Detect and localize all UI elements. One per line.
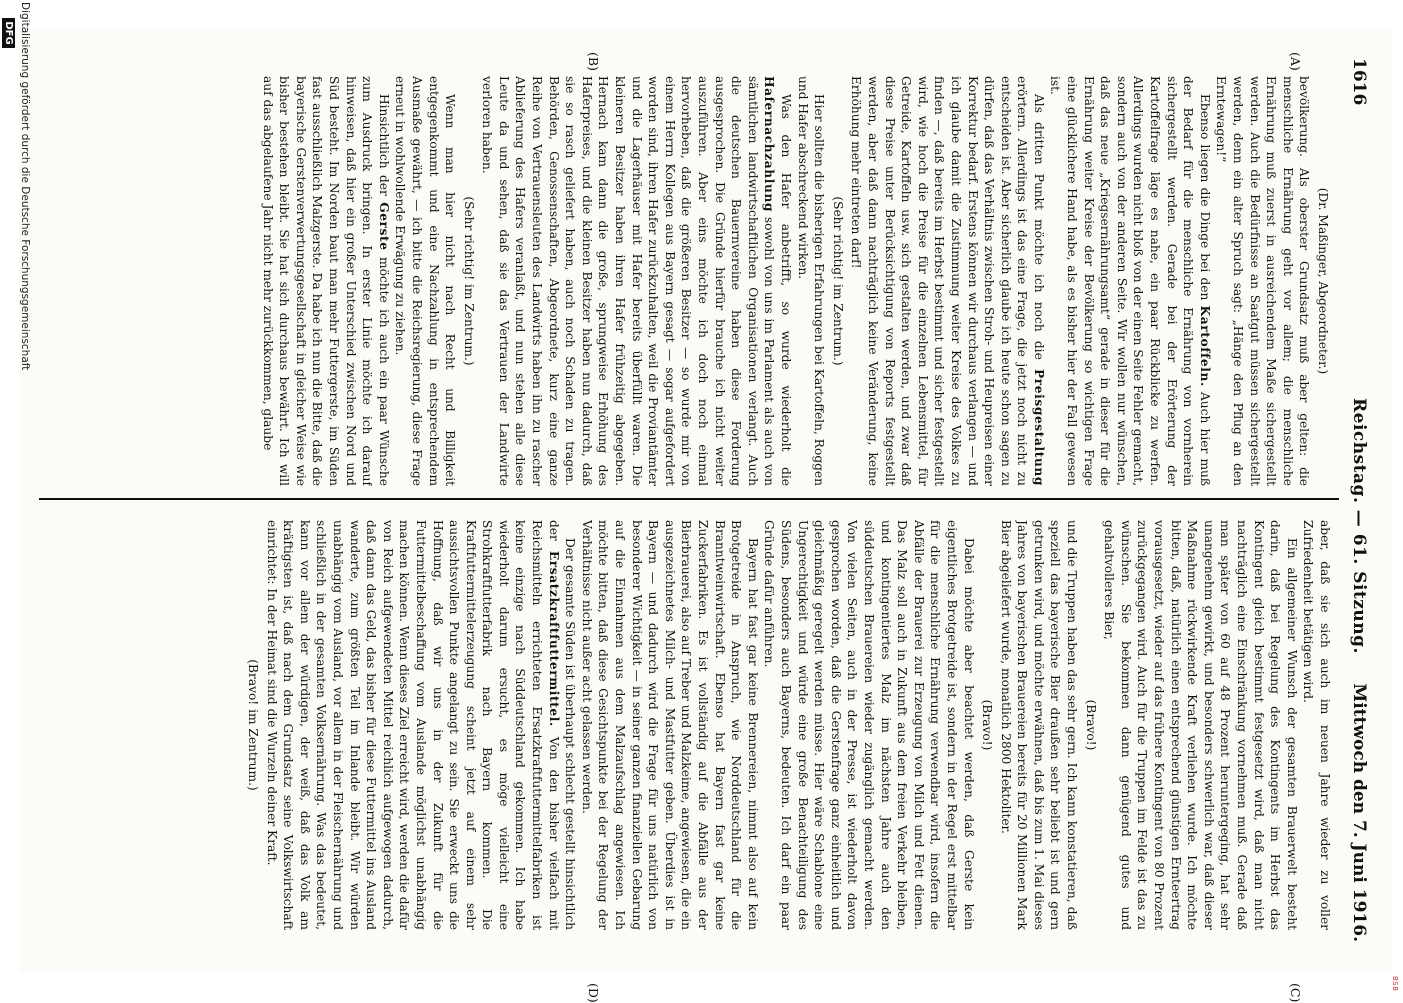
paragraph: bevölkerung. Als oberster Grundsatz muß aber gelten: die menschliche Ernährung geht vor allem; die menschliche Ernährung muß zuerst in ausreichendem Maße sichergestellt werden. Auch die Bedürfnisse an Saatgut müssen sichergestellt werden, denn ein alter Spruch sagt: „Hänge den Pflug an den Erntewagen!“ [1214,76,1312,486]
right-column [43,520,1333,930]
keyword: Hafernachzahlung [762,76,777,213]
keyword: Kartoffeln. [1197,305,1212,387]
paragraph-text: möchte ich auch ein paar Wünsche zum Ausdruck bringen. In erster Linie möchte ich darauf hinweisen, daß hier ein großer Unterschied zwischen Nord und Süd besteht. Im Norden baut man mehr Futtergerste, im Süden fast ausschließlich Malzgerste. Da habe ich nun die Bitte, daß die bayerische Gerstenverwertungsgesellschaft in gleicher Weise wie bisher bestehen bleibt. Sie hat sich durchaus bewährt. Ich will auf das abgelaufene Jahr nicht mehr zurückkommen, glaube [260,76,391,486]
paragraph-text: Der gesamte Süden ist überhaupt schlecht gestellt hinsichtlich der [546,520,578,930]
paragraph: Wenn man hier nicht nach Recht und Billigkeit entgegenkommt und eine Nachzahlung in entsprechendem Ausmaße gewährt, — ich bitte die Reichsregierung, diese Frage erneut in wohlwollende Erwägung zu ziehen. [393,76,458,486]
interjection: (Sehr richtig! im Zentrum.) [461,196,476,366]
keyword: Preisgestaltung [1031,369,1046,486]
margin-letter-b: (B) [586,52,601,71]
margin-letter-c: (C) [1288,983,1303,1003]
interjection: (Bravo!) [980,699,995,751]
paragraph: Bayern hat fast gar keine Brennereien, nimmt also auf kein Brotgetreide in Anspruch, wie Norddeutschland für die Branntweinwirtschaft. Ebenso hat Bayern fast gar keine Zuckerfabriken. Es ist vollständig auf die Abfälle aus der Bierbrauerei, also auf Treber und Malzkeime, angewiesen, die ein ausgezeichnetes Milch- und Mastfutter geben. Überdies ist in Bayern — und dadurch wird die Frage für uns natürlich von besonderer Wichtigkeit — in seiner ganzen finanziellen Gebarung auf die Einnahmen aus dem Malzaufschlag angewiesen. Ich möchte bitten, daß diese Gesichtspunkte bei der Regelung der Verhältnisse nicht außer acht gelassen werden. [579,520,760,930]
digitization-credit: Digitalisierung gefördert durch die Deutsche Forschungsgemeinschaft [19,2,31,371]
page-number: 1616 [1349,58,1369,106]
interjection: (Bravo! im Zentrum.) [246,659,260,791]
paragraph-text: erörtern. Allerdings ist das eine Frage, die jetzt noch nicht zu entscheiden ist. Aber sicherlich glaube ich heute schon sagen zu dürfen, daß das Verhältnis zwischen Stroh- und Heupreisen einer Korrektur bedarf. Erstens können wir durchaus verlangen — und ich glaube damit die Zustimmung weiter Kreise des Volkes zu finden —, daß bereits im Herbst bestimmt und sicher festgestellt wird, wie hoch die Preise für die einzelnen Lebensmittel, für Getreide, Kartoffeln usw. sich gestalten werden, und zwar daß diese Preise unter Berücksichtigung von Reports festgestellt werden, aber daß dann nachträglich keine Veränderung, keine Erhöhung mehr eintreten darf! [849,76,1030,486]
paragraph [1047,76,1213,486]
document-page [19,28,1391,1003]
interjection: (Bravo!) [1083,699,1098,751]
paragraph [848,76,1047,486]
paragraph [259,76,392,486]
paragraph: und die Truppen haben das sehr gern. Ich kann konstatieren, daß speziell das bayerische Bier draußen sehr beliebt ist und gern getrunken wird, und möchte erwähnen, daß bis zum 1. Mai dieses Jahres von bayerischen Brauereien bereits für 20 Millionen Mark Bier abgeliefert wurde, monatlich 2800 Hektoliter. [998,520,1080,930]
running-title: Reichstag. — 61. Sitzung. [1349,398,1369,654]
column-divider [39,498,1339,500]
paragraph [263,520,578,930]
paragraph: Hier sollten die bisherigen Erfahrungen bei Kartoffeln, Roggen und Hafer abschreckend wirken. [795,76,827,486]
keyword: Gerste [376,202,391,251]
library-mark: BSB [1391,976,1399,992]
paragraph [479,76,794,486]
paragraph: Ein allgemeiner Wunsch der gesamten Brauerwelt besteht darin, daß bei Regelung des Kontingents im Herbst das Kontingent gleich bestimmt festgesetzt wird, daß man nicht nachträglich eine Einschränkung vornehmen muß. Gerade daß man später von 60 auf 48 Prozent heruntergeging, hat sehr unangenehm gewirkt, und besonders schwerlich war, daß dieser Maßnahme rückwirkende Kraft verliehen wurde. Ich möchte bitten, daß, natürlich einen entsprechend günstigen Ernteertrag vorausgesetzt, wieder auf das frühere Kontingent von 80 Prozent zurückgegangen wird. Auch für die Truppen im Felde ist das zu wünschen. Sie bekommen dann genügend gutes und gehaltvolleres Bier, [1102,520,1299,930]
session-date: Mittwoch den 7. Juni 1916. [1349,683,1369,942]
paragraph: Dabei möchte aber beachtet werden, daß Gerste kein eigentliches Brotgetreide ist, sondern in der Regel erst mittelbar für die menschliche Ernährung verwendbar wird, insofern die Abfälle der Brauerei zur Erzeugung von Milch und Fett dienen. Das Malz soll auch in Zukunft aus dem freien Verkehr bleiben, und kontingentiertes Malz im nächsten Jahre auch den süddeutschen Brauereien wieder zugänglich gemacht werden. Von vielen Seiten, auch in der Presse, ist wiederholt davon gesprochen worden, daß die Gerstenfrage ganz einheitlich und gleichmäßig geregelt werden müsse. Hier wäre Schablone eine Ungerechtigkeit und würde eine große Benachteiligung des Südens, besonders auch Bayerns, bedeuten. Ich darf ein paar Gründe dafür anführen. [762,520,976,930]
paragraph: aber, daß sie sich auch im neuen Jahre wieder zu voller Zufriedenheit betätigen wird. [1301,520,1332,930]
keyword: Ersatzkraftfuttermittel. [546,550,561,727]
dfg-logo: DFG [2,18,15,48]
paragraph-text: Hinsichtlich der [376,94,391,203]
margin-letter-d: (D) [586,983,601,1003]
paragraph-text: Von den bisher vielfach mit Reichsmitteln errichteten Ersatzkraftfuttermittelfabriken ist keine einzige nach Süddeutschland gekommen. Ich habe wiederholt darum ersucht, es möge vielleicht eine Strohkraftfutterfabrik nach Bayern kommen. Die Kraftfuttermittelerzeugung scheint jetzt auf einem sehr aussichtsvollen Punkte angelangt zu sein. Sie erweckt uns die Hoffnung, daß wir uns in der Zukunft für die Futtermittelbeschaffung vom Auslande möglichst unabhängig machen können. Wenn dieses Ziel erreicht wird, werden die dafür von Reich aufgewendeten Mittel reichlich aufgewogen dadurch, daß dann das Geld, das bisher für diese Futtermittel ins Ausland wanderte, zum größten Teil im Inlande bleibt. Wir würden unabhängig vom Ausland, vor allem in der Fleischernährung und schließlich in der gesamten Volksernährung. Was das bedeutet, kann vor allem der würdigen, der weiß, daß das Volk am kräftigsten ist, daß nach dem Grundsatz seine Volkswirtschaft einrichtet: In der Heimat sind die Wurzeln deiner Kraft. [264,520,561,930]
paragraph-text: Was den Hafer anbetrifft, so wurde wiederholt die [779,94,793,486]
margin-letter-a: (A) [1288,52,1303,71]
paragraph-text: sowohl von uns im Parlament als auch von sämtlichen landwirtschaftlichen Organisationen verlangt. Auch die deutschen Bauernvereine haben diese Forderung ausgesprochen. Die Gründe hierfür brauche ich nicht weiter auszuführen. Aber eins möchte ich doch noch einmal hervorheben, daß die größeren Besitzer — so wurde mir von einem Herrn Kollegen aus Bayern gesagt — sogar aufgefordert worden sind, ihren Hafer zurückzuhalten, weil die Proviantämter und die Lagerhäuser mit Hafer bereits überfüllt waren. Die kleineren Besitzer haben ihren Hafer frühzeitig abgegeben. Hernach kam dann die große, sprungweise Erhöhung des Haferpreises, und die kleinen Besitzer haben nun dadurch, daß sie so rasch geliefert haben, auch noch Schaden zu tragen. Behörden, Genossenschaften, Abgeordnete, kurz eine ganze Reihe von Vertrauensleuten des Landwirts haben ihn zu rascher Ablieferung des Hafers veranlaßt, und nun stehen alle diese Leute da und sehen, daß sie das Vertrauen der Landwirte verloren haben. [480,76,777,486]
paragraph-text: Auch hier muß der Bedarf für die menschliche Ernährung von vornherein sichergestellt werden. Gerade bei der Erörterung der Kartoffelfrage läge es nahe, ein paar Rückblicke zu werfen. Allerdings wurden nicht bloß von der einen Seite Fehler gemacht, sondern auch von der anderen Seite. Wir wollen nur wünschen, daß das neue „Kriegsernährungsamt“ gerade in dieser für die Ernährung weiter Kreise der Bevölkerung so wichtigen Frage eine glücklichere Hand habe, als es bisher hier der Fall gewesen ist. [1048,76,1212,486]
interjection: (Sehr richtig! im Zentrum.) [830,196,845,366]
page-header [1343,58,1369,942]
paragraph-text: Ebenso liegen die Dinge bei den [1197,94,1212,306]
left-column [43,76,1333,486]
paragraph-text: Als dritten Punkt möchte ich noch die [1031,94,1046,369]
speaker-label: (Dr. Maßinger, Abgeordneter.) [1316,187,1330,375]
